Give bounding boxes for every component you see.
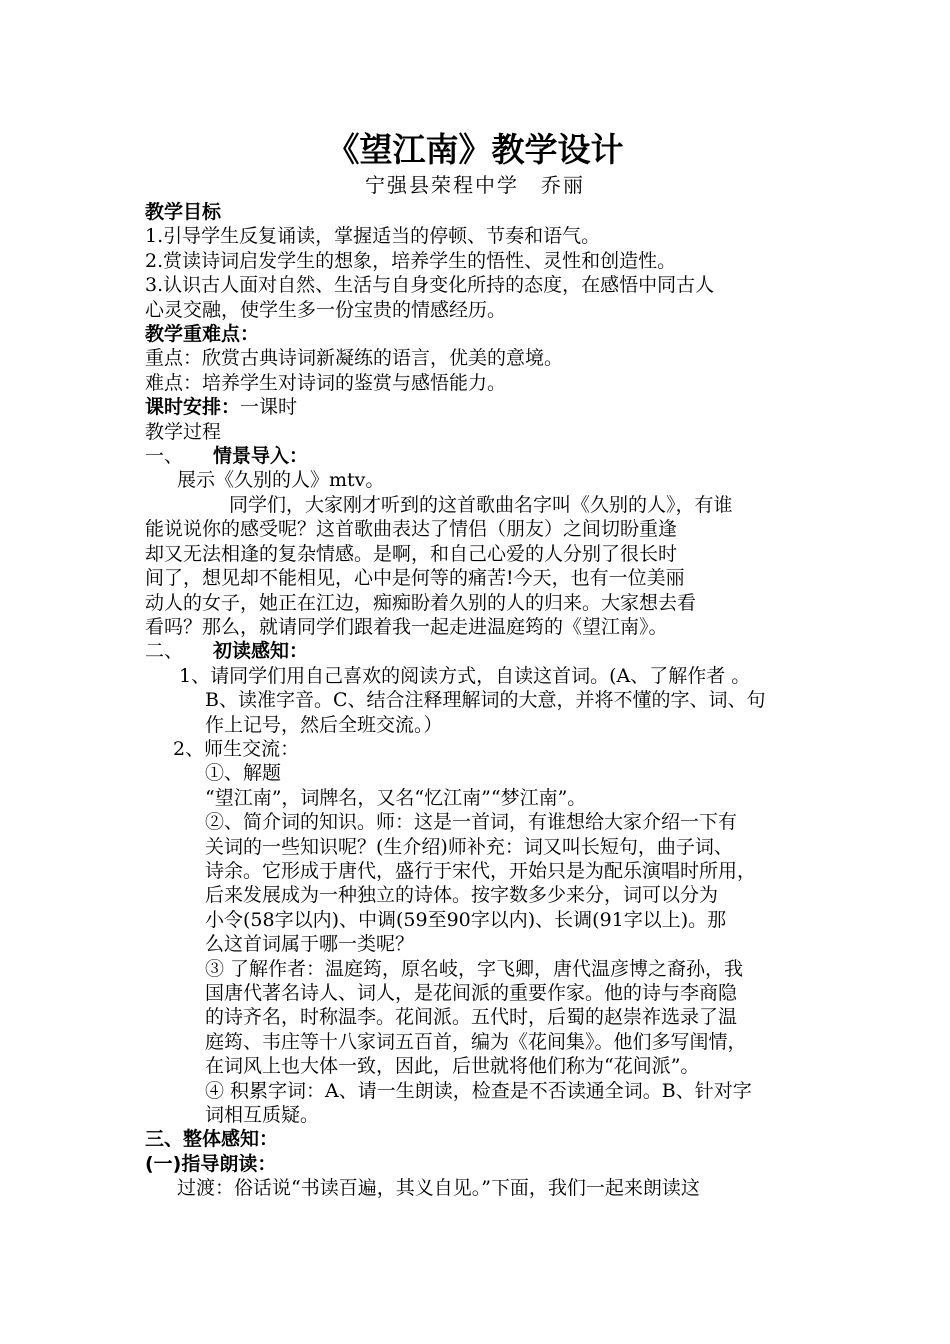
section2-number: 二、	[145, 640, 184, 663]
section3-line: 过渡：俗话说“书读百遍，其义自见。”下面，我们一起来朗读这	[177, 1177, 700, 1200]
objectives-heading: 教学目标	[145, 201, 222, 223]
section2-item2-label: 2、师生交流：	[173, 737, 300, 760]
section1-paragraph-line: 能说说你的感受呢？这首歌曲表达了情侣（朋友）之间切盼重逢	[145, 518, 678, 541]
objective-line: 心灵交融，使学生多一份宝贵的情感经历。	[145, 298, 507, 321]
objective-line: 1.引导学生反复诵读，掌握适当的停顿、节奏和语气。	[145, 225, 601, 248]
objective-line: 2.赏读诗词启发学生的想象，培养学生的悟性、灵性和创造性。	[145, 249, 677, 272]
section2-sub3-line: ③ 了解作者：温庭筠，原名岐，字飞卿，唐代温彦博之裔孙，我	[205, 957, 744, 980]
section1-heading: 情景导入：	[213, 445, 309, 468]
section1-paragraph-line: 间了，想见却不能相见，心中是何等的痛苦!今天，也有一位美丽	[145, 567, 685, 590]
section3-subheading: (一)指导朗读：	[145, 1152, 277, 1175]
section2-sub2-line: 诗余。它形成于唐代，盛行于宋代，开始只是为配乐演唱时所用，	[205, 859, 757, 882]
section2-sub2-line: 关词的一些知识呢？(生介绍)师补充：词又叫长短句，曲子词、	[205, 835, 733, 858]
document-author: 宁强县荣程中学 乔丽	[365, 173, 585, 197]
objective-line: 3.认识古人面对自然、生活与自身变化所持的态度，在感悟中同古人	[145, 274, 715, 297]
section2-sub2-line: 么这首词属于哪一类呢？	[205, 933, 415, 956]
section2-sub2-line: 后来发展成为一种独立的诗体。按字数多少来分，词可以分为	[205, 884, 719, 907]
key-points-heading: 教学重难点：	[145, 323, 260, 346]
section2-heading: 初读感知：	[213, 640, 309, 663]
section2-sub3-line: 庭筠、韦庄等十八家词五百首，编为《花间集》。他们多写闺情，	[205, 1030, 747, 1053]
document-title: 《望江南》教学设计	[326, 130, 624, 169]
document-body	[145, 200, 825, 1201]
schedule-line	[145, 395, 825, 419]
key-point-line: 重点：欣赏古典诗词新凝练的语言，优美的意境。	[145, 347, 564, 370]
section2-item1-line: B、读准字音。C、结合注释理解词的大意，并将不懂的字、词、句	[205, 689, 766, 712]
section2-sub1-label: ①、解题	[205, 762, 282, 785]
section2-heading-line	[145, 639, 825, 663]
section1-paragraph-line: 看吗？那么，就请同学们跟着我一起走进温庭筠的《望江南》。	[145, 615, 668, 638]
section3-heading: 三、整体感知：	[145, 1128, 279, 1151]
schedule-label: 课时安排：	[145, 396, 241, 419]
section1-number: 一、	[145, 445, 184, 468]
section1-paragraph-line: 动人的女子，她正在江边，痴痴盼着久别的人的归来。大家想去看	[145, 591, 697, 614]
section2-sub2-line: ②、简介词的知识。师：这是一首词，有谁想给大家介绍一下有	[205, 811, 738, 834]
section2-item1-line: 1、请同学们用自己喜欢的阅读方式，自读这首词。(A、了解作者 。	[179, 664, 751, 687]
section1-heading-line	[145, 444, 825, 468]
process-heading: 教学过程	[145, 420, 222, 443]
section2-sub2-line: 小令(58字以内)、中调(59至90字以内)、长调(91字以上)。那	[205, 908, 727, 931]
section1-paragraph-line: 同学们，大家刚才听到的这首歌曲名字叫《久别的人》，有谁	[229, 493, 733, 516]
section1-line: 展示《久别的人》mtv。	[177, 469, 385, 492]
section2-sub3-line: 的诗齐名，时称温李。花间派。五代时，后蜀的赵崇祚选录了温	[205, 1006, 738, 1029]
schedule-value: 一课时	[240, 396, 298, 419]
section2-sub1-text: “望江南”，词牌名，又名“忆江南”“梦江南”。	[205, 786, 587, 809]
section1-paragraph-line: 却又无法相逢的复杂情感。是啊，和自己心爱的人分别了很长时	[145, 542, 678, 565]
key-point-line: 难点：培养学生对诗词的鉴赏与感悟能力。	[145, 371, 507, 394]
section2-sub4-line: ④ 积累字词：A、请一生朗读，检查是不否读通全词。B、针对字	[205, 1079, 752, 1102]
section2-sub3-line: 在词风上也大体一致，因此，后世就将他们称为“花间派”。	[205, 1055, 700, 1078]
section2-item1-line: 作上记号，然后全班交流。）	[205, 713, 443, 736]
section2-sub4-line: 词相互质疑。	[205, 1104, 320, 1127]
section2-sub3-line: 国唐代著名诗人、词人，是花间派的重要作家。他的诗与李商隐	[205, 982, 738, 1004]
